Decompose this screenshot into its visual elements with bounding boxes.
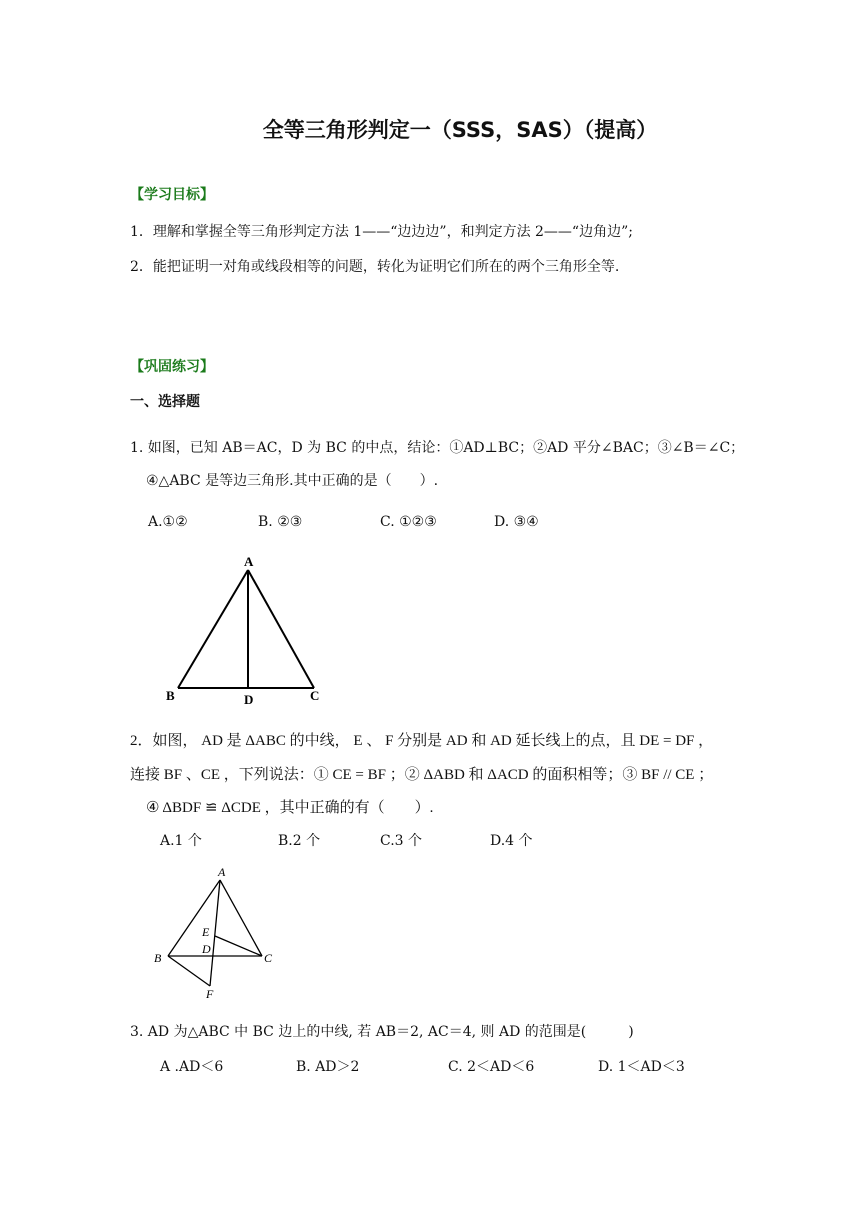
q2-option-a: A.1 个 — [160, 833, 202, 849]
segment-bf — [168, 956, 210, 986]
segment-ce — [215, 936, 262, 956]
q1-option-d: D. ③④ — [494, 514, 539, 530]
segment-af — [210, 880, 220, 986]
q1-stem-line1: 1. 如图，已知 AB＝AC，D 为 BC 的中点，结论：①AD⊥BC；②AD 平分∠BAC；③∠B＝∠C； — [130, 440, 745, 456]
label-f: F — [206, 987, 214, 1001]
label-d: D — [244, 692, 254, 707]
q3-stem: 3. AD 为△ABC 中 BC 边上的中线, 若 AB＝2, AC＝4, 则 AD 的范围是( ) — [130, 1024, 634, 1040]
label-a: A — [244, 554, 254, 569]
q3-option-d: D. 1＜AD＜3 — [598, 1059, 685, 1075]
q1-stem-line2: ④△ABC 是等边三角形.其中正确的是（ ）. — [146, 473, 439, 489]
label-a: A — [218, 865, 226, 879]
q2-stem-line1: 2．如图， AD 是 ΔABC 的中线， E 、 F 分别是 AD 和 AD 延长线上的点，且 DE = DF ， — [130, 733, 714, 749]
q2-option-b: B.2 个 — [278, 833, 321, 849]
q2-stem-line3: ④ ΔBDF ≌ ΔCDE ，其中正确的有（ ）. — [146, 800, 434, 816]
q3-option-a: A .AD＜6 — [160, 1059, 224, 1075]
page-title: 全等三角形判定一（SSS，SAS）（提高） — [262, 118, 658, 142]
q1-option-a: A.①② — [148, 514, 188, 530]
q1-option-b: B. ②③ — [258, 514, 303, 530]
goal-item: 1．理解和掌握全等三角形判定方法 1——“边边边”，和判定方法 2——“边角边”; — [130, 224, 633, 240]
choice-section-heading: 一、选择题 — [130, 394, 200, 410]
label-b: B — [166, 688, 175, 703]
label-c: C — [310, 688, 320, 703]
goals-heading: 【学习目标】 — [130, 187, 214, 203]
label-e: E — [202, 925, 210, 939]
side-ac — [220, 880, 262, 956]
side-ac — [248, 570, 314, 688]
practice-heading: 【巩固练习】 — [130, 359, 214, 375]
q1-option-c: C. ①②③ — [380, 514, 437, 530]
q2-option-d: D.4 个 — [490, 833, 533, 849]
q3-option-c: C. 2＜AD＜6 — [448, 1059, 535, 1075]
side-ab — [168, 880, 220, 956]
q1-triangle-figure — [160, 548, 340, 708]
side-ab — [178, 570, 248, 688]
label-b: B — [154, 951, 162, 965]
label-c: C — [264, 951, 273, 965]
goal-item: 2．能把证明一对角或线段相等的问题，转化为证明它们所在的两个三角形全等. — [130, 259, 620, 275]
q2-triangle-figure — [148, 862, 288, 1004]
q3-option-b: B. AD＞2 — [296, 1059, 360, 1075]
q2-option-c: C.3 个 — [380, 833, 423, 849]
q2-stem-line2: 连接 BF 、CE ，下列说法：① CE = BF ；② ΔABD 和 ΔACD 的面积相等；③ BF // CE ； — [130, 767, 714, 783]
label-d: D — [202, 942, 211, 956]
